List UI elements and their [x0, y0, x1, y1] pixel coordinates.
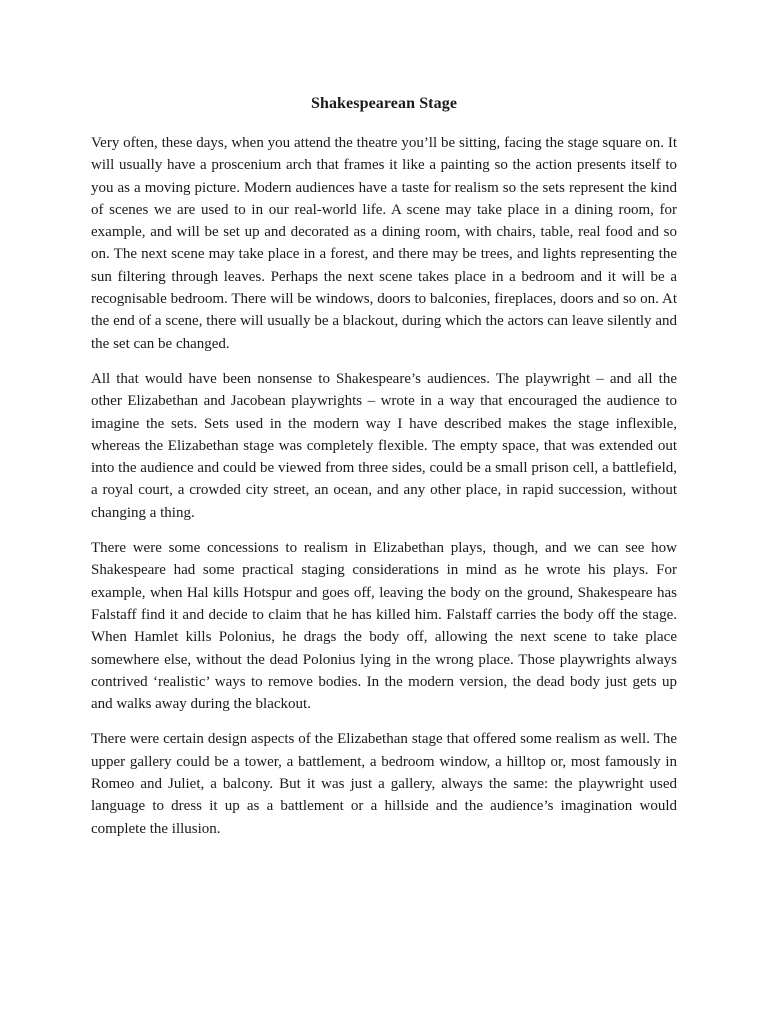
document-page: [91, 94, 677, 853]
paragraph-3: There were some concessions to realism in Elizabethan plays, though, and we can see how Shakespeare had some practical staging considerations in mind as he wrote his plays. For example, when Hal kills Hotspur and goes off, leaving the body on the ground, Shakespeare has Falstaff find it and decide to claim that he has killed him. Falstaff carries the body off the stage. When Hamlet kills Polonius, he drags the body off, allowing the next scene to take place somewhere else, without the dead Polonius lying in the wrong place. Those playwrights always contrived ‘realistic’ ways to remove bodies. In the modern version, the dead body just gets up and walks away during the blackout.: [91, 540, 677, 713]
paragraph-4: There were certain design aspects of the Elizabethan stage that offered some realism as well. The upper gallery could be a tower, a battlement, a bedroom window, a hilltop or, most famously in Romeo and Juliet, a balcony. But it was just a gallery, always the same: the playwright used language to dress it up as a battlement or a hillside and the audience’s imagination would complete the illusion.: [91, 731, 677, 837]
paragraph-1: Very often, these days, when you attend the theatre you’ll be sitting, facing the stage square on. It will usually have a proscenium arch that frames it like a painting so the action presents itself to you as a moving picture. Modern audiences have a taste for realism so the sets represent the kind of scenes we are used to in our real-world life. A scene may take place in a dining room, for example, and will be set up and decorated as a dining room, with chairs, table, real food and so on. The next scene may take place in a forest, and there may be trees, and lights representing the sun filtering through leaves. Perhaps the next scene takes place in a bedroom and it will be a recognisable bedroom. There will be windows, doors to balconies, fireplaces, doors and so on. At the end of a scene, there will usually be a blackout, during which the actors can leave silently and the set can be changed.: [91, 135, 677, 352]
paragraph-2: All that would have been nonsense to Shakespeare’s audiences. The playwright – and all the other Elizabethan and Jacobean playwrights – wrote in a way that encouraged the audience to imagine the sets. Sets used in the modern way I have described makes the stage inflexible, whereas the Elizabethan stage was completely flexible. The empty space, that was extended out into the audience and could be viewed from three sides, could be a small prison cell, a battlefield, a royal court, a crowded city street, an ocean, and any other place, in rapid succession, without changing a thing.: [91, 370, 677, 521]
page-title: Shakespearean Stage: [310, 95, 458, 112]
